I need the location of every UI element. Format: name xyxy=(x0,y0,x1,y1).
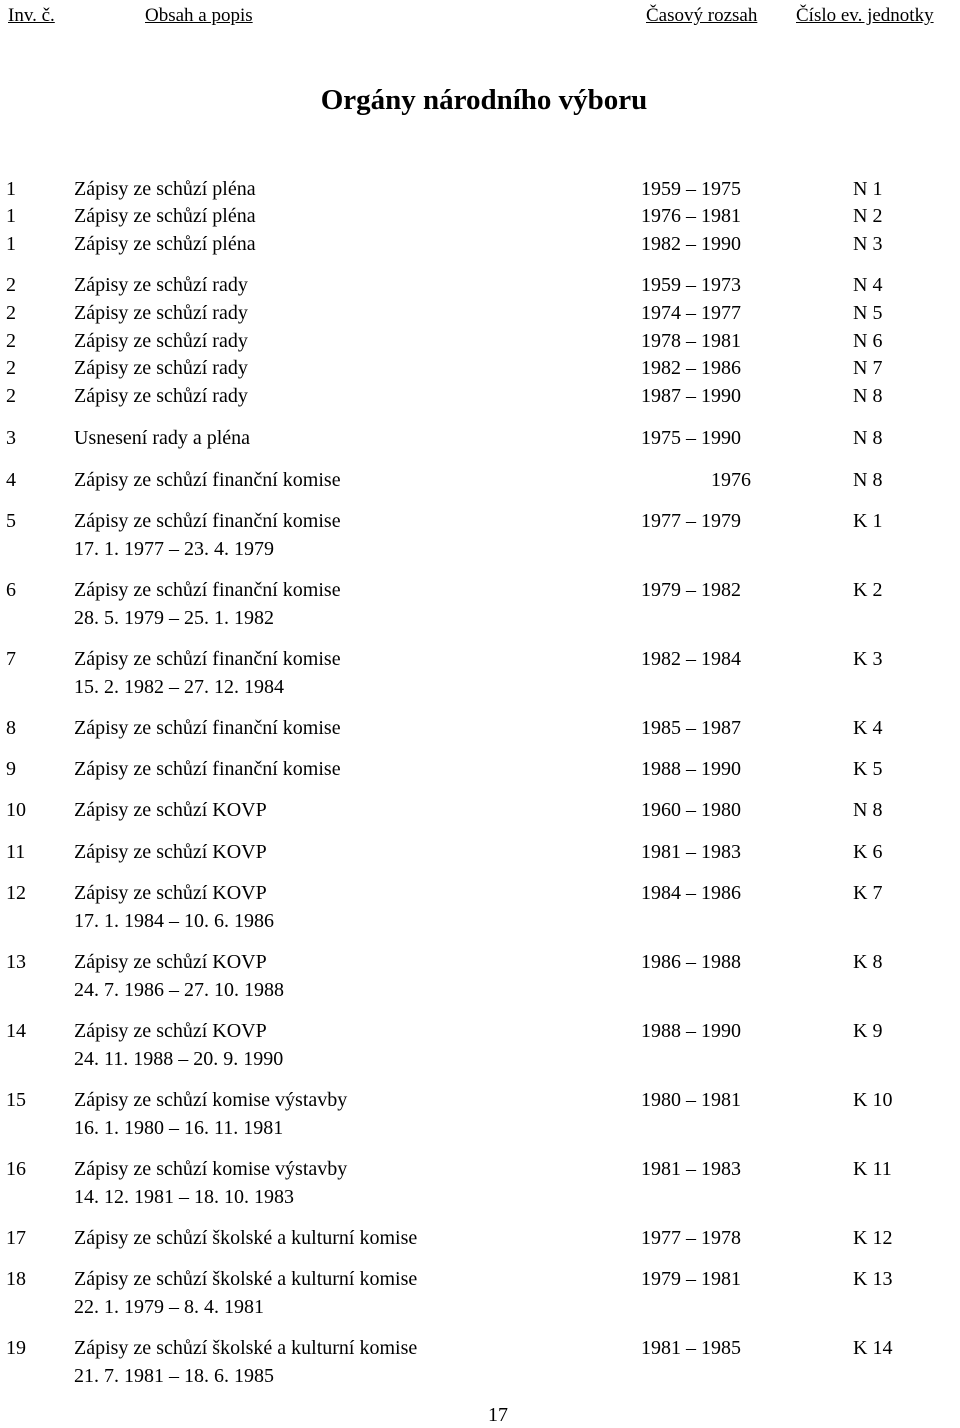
time-range: 1960 – 1980 xyxy=(641,799,741,821)
item-description: Zápisy ze schůzí pléna xyxy=(74,205,256,227)
unit-number: K 2 xyxy=(853,579,883,601)
list-item xyxy=(0,838,960,866)
item-description: Zápisy ze schůzí školské a kulturní komise xyxy=(74,1268,418,1290)
inventory-number: 9 xyxy=(6,758,16,780)
time-range: 1975 – 1990 xyxy=(641,427,741,449)
unit-number: K 14 xyxy=(853,1337,893,1359)
list-item xyxy=(0,1086,960,1114)
date-range-detail: 17. 1. 1977 – 23. 4. 1979 xyxy=(74,538,274,560)
date-range-detail: 22. 1. 1979 – 8. 4. 1981 xyxy=(74,1296,264,1318)
inventory-number: 4 xyxy=(6,469,16,491)
time-range: 1982 – 1990 xyxy=(641,233,741,255)
item-description: Zápisy ze schůzí KOVP xyxy=(74,882,267,904)
item-description: Zápisy ze schůzí rady xyxy=(74,274,248,296)
list-item xyxy=(0,755,960,783)
time-range: 1976 – 1981 xyxy=(641,205,741,227)
time-range: 1977 – 1979 xyxy=(641,510,741,532)
time-range: 1982 – 1986 xyxy=(641,357,741,379)
time-range: 1984 – 1986 xyxy=(641,882,741,904)
time-range: 1959 – 1973 xyxy=(641,274,741,296)
date-range-detail: 15. 2. 1982 – 27. 12. 1984 xyxy=(74,676,284,698)
unit-number: N 5 xyxy=(853,302,883,324)
list-item xyxy=(0,507,960,535)
item-description: Zápisy ze schůzí pléna xyxy=(74,233,256,255)
list-item xyxy=(0,175,960,203)
page-title: Orgány národního výboru xyxy=(320,84,648,116)
unit-number: N 8 xyxy=(853,427,883,449)
time-range: 1974 – 1977 xyxy=(641,302,741,324)
time-range: 1981 – 1983 xyxy=(641,1158,741,1180)
item-description: Zápisy ze schůzí finanční komise xyxy=(74,579,341,601)
list-item xyxy=(0,796,960,824)
inventory-number: 14 xyxy=(6,1020,26,1042)
list-item xyxy=(0,1265,960,1293)
page-number: 17 xyxy=(488,1404,508,1426)
inventory-number: 5 xyxy=(6,510,16,532)
inventory-number: 17 xyxy=(6,1227,26,1249)
time-range: 1981 – 1983 xyxy=(641,841,741,863)
unit-number: K 8 xyxy=(853,951,883,973)
item-description: Zápisy ze schůzí rady xyxy=(74,330,248,352)
inventory-number: 13 xyxy=(6,951,26,973)
list-item xyxy=(0,576,960,604)
inventory-number: 1 xyxy=(6,205,16,227)
inventory-number: 2 xyxy=(6,357,16,379)
date-range-detail: 17. 1. 1984 – 10. 6. 1986 xyxy=(74,910,274,932)
inventory-number: 15 xyxy=(6,1089,26,1111)
inventory-number: 2 xyxy=(6,330,16,352)
list-item xyxy=(0,354,960,382)
list-item xyxy=(0,1334,960,1362)
list-item xyxy=(0,1155,960,1183)
unit-number: K 7 xyxy=(853,882,883,904)
item-description: Zápisy ze schůzí rady xyxy=(74,302,248,324)
inventory-number: 2 xyxy=(6,274,16,296)
list-item xyxy=(0,645,960,673)
time-range: 1986 – 1988 xyxy=(641,951,741,973)
unit-number: K 4 xyxy=(853,717,883,739)
item-description: Zápisy ze schůzí rady xyxy=(74,357,248,379)
inventory-number: 19 xyxy=(6,1337,26,1359)
unit-number: N 2 xyxy=(853,205,883,227)
item-description: Zápisy ze schůzí finanční komise xyxy=(74,469,341,491)
list-item xyxy=(0,327,960,355)
list-item xyxy=(0,1017,960,1045)
unit-number: N 7 xyxy=(853,357,883,379)
date-range-detail: 21. 7. 1981 – 18. 6. 1985 xyxy=(74,1365,274,1387)
inventory-number: 11 xyxy=(6,841,26,863)
unit-number: N 6 xyxy=(853,330,883,352)
list-item xyxy=(0,879,960,907)
date-range-detail: 24. 7. 1986 – 27. 10. 1988 xyxy=(74,979,284,1001)
item-description: Zápisy ze schůzí KOVP xyxy=(74,1020,267,1042)
unit-number: N 3 xyxy=(853,233,883,255)
time-range: 1988 – 1990 xyxy=(641,1020,741,1042)
time-range: 1982 – 1984 xyxy=(641,648,741,670)
inventory-number: 2 xyxy=(6,385,16,407)
unit-number: K 10 xyxy=(853,1089,893,1111)
date-range-detail: 28. 5. 1979 – 25. 1. 1982 xyxy=(74,607,274,629)
unit-number: K 6 xyxy=(853,841,883,863)
time-range: 1988 – 1990 xyxy=(641,758,741,780)
header-inv: Inv. č. xyxy=(8,5,55,26)
inventory-number: 18 xyxy=(6,1268,26,1290)
inventory-number: 3 xyxy=(6,427,16,449)
unit-number: N 8 xyxy=(853,469,883,491)
list-item xyxy=(0,299,960,327)
header-obsah: Obsah a popis xyxy=(145,5,253,26)
inventory-number: 12 xyxy=(6,882,26,904)
time-range: 1979 – 1982 xyxy=(641,579,741,601)
unit-number: N 8 xyxy=(853,385,883,407)
item-description: Zápisy ze schůzí KOVP xyxy=(74,951,267,973)
unit-number: K 9 xyxy=(853,1020,883,1042)
list-item xyxy=(0,466,960,494)
item-description: Zápisy ze schůzí komise výstavby xyxy=(74,1089,348,1111)
list-item xyxy=(0,1224,960,1252)
item-description: Zápisy ze schůzí finanční komise xyxy=(74,510,341,532)
inventory-number: 10 xyxy=(6,799,26,821)
unit-number: N 8 xyxy=(853,799,883,821)
unit-number: K 13 xyxy=(853,1268,893,1290)
list-item xyxy=(0,230,960,258)
time-range: 1959 – 1975 xyxy=(641,178,741,200)
date-range-detail: 14. 12. 1981 – 18. 10. 1983 xyxy=(74,1186,294,1208)
time-range: 1979 – 1981 xyxy=(641,1268,741,1290)
item-description: Zápisy ze schůzí rady xyxy=(74,385,248,407)
time-range: 1976 xyxy=(711,469,751,491)
item-description: Zápisy ze schůzí KOVP xyxy=(74,799,267,821)
time-range: 1985 – 1987 xyxy=(641,717,741,739)
unit-number: N 4 xyxy=(853,274,883,296)
time-range: 1981 – 1985 xyxy=(641,1337,741,1359)
list-item xyxy=(0,382,960,410)
unit-number: K 3 xyxy=(853,648,883,670)
inventory-number: 2 xyxy=(6,302,16,324)
column-header xyxy=(8,5,958,29)
item-description: Usnesení rady a pléna xyxy=(74,427,251,449)
header-cislo: Číslo ev. jednotky xyxy=(796,5,934,26)
date-range-detail: 16. 1. 1980 – 16. 11. 1981 xyxy=(74,1117,284,1139)
list-item xyxy=(0,424,960,452)
inventory-number: 16 xyxy=(6,1158,26,1180)
item-description: Zápisy ze schůzí finanční komise xyxy=(74,758,341,780)
inventory-number: 6 xyxy=(6,579,16,601)
list-item xyxy=(0,714,960,742)
time-range: 1980 – 1981 xyxy=(641,1089,741,1111)
item-description: Zápisy ze schůzí školské a kulturní komise xyxy=(74,1227,418,1249)
item-description: Zápisy ze schůzí komise výstavby xyxy=(74,1158,348,1180)
inventory-number: 1 xyxy=(6,233,16,255)
unit-number: K 11 xyxy=(853,1158,892,1180)
unit-number: K 5 xyxy=(853,758,883,780)
time-range: 1987 – 1990 xyxy=(641,385,741,407)
item-description: Zápisy ze schůzí pléna xyxy=(74,178,256,200)
time-range: 1977 – 1978 xyxy=(641,1227,741,1249)
list-item xyxy=(0,271,960,299)
item-description: Zápisy ze schůzí finanční komise xyxy=(74,717,341,739)
inventory-number: 7 xyxy=(6,648,16,670)
list-item xyxy=(0,948,960,976)
unit-number: K 12 xyxy=(853,1227,893,1249)
inventory-number: 8 xyxy=(6,717,16,739)
list-item xyxy=(0,202,960,230)
inventory-number: 1 xyxy=(6,178,16,200)
date-range-detail: 24. 11. 1988 – 20. 9. 1990 xyxy=(74,1048,284,1070)
unit-number: K 1 xyxy=(853,510,883,532)
item-description: Zápisy ze schůzí KOVP xyxy=(74,841,267,863)
header-rozsah: Časový rozsah xyxy=(646,5,758,26)
time-range: 1978 – 1981 xyxy=(641,330,741,352)
item-description: Zápisy ze schůzí finanční komise xyxy=(74,648,341,670)
item-description: Zápisy ze schůzí školské a kulturní komise xyxy=(74,1337,418,1359)
unit-number: N 1 xyxy=(853,178,883,200)
